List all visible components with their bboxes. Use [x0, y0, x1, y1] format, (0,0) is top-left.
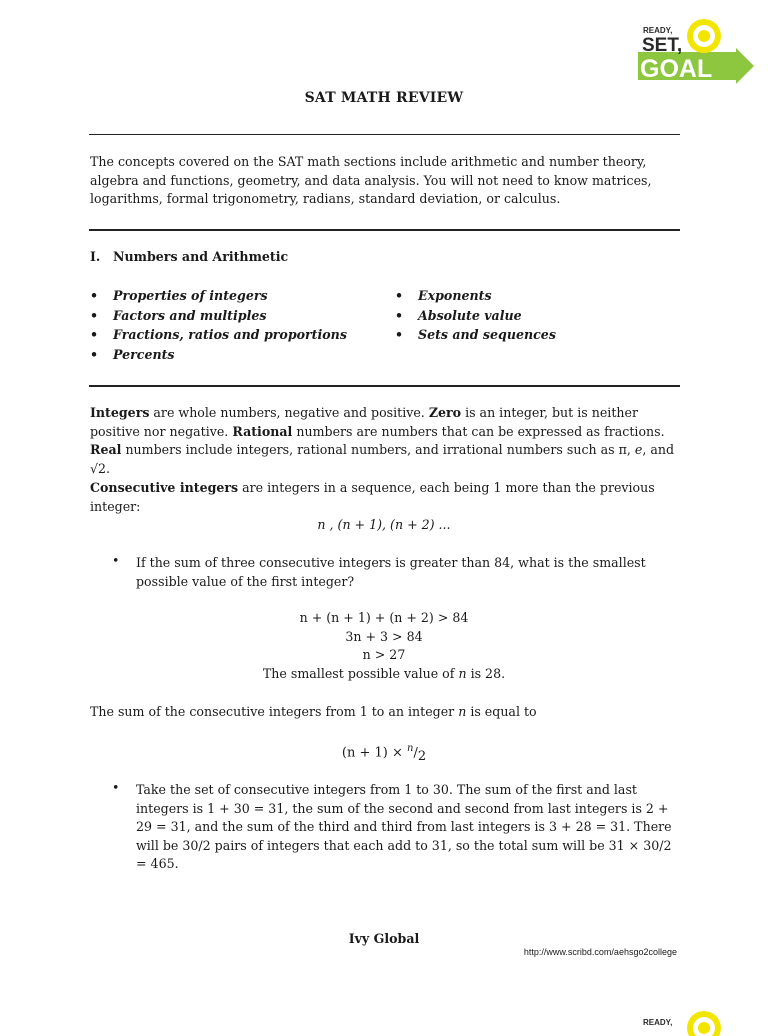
definition-text: numbers are numbers that can be expressed as fractions. — [292, 423, 665, 439]
sum-rule-variable: n — [458, 704, 467, 719]
consecutive-paragraph — [90, 479, 680, 516]
footer-author: Ivy Global — [348, 931, 420, 946]
list-item: • Factors and multiples — [90, 306, 347, 326]
divider — [89, 385, 680, 387]
divider — [89, 134, 680, 135]
ready-set-goal-logo-bottom — [636, 1006, 754, 1036]
definitions-paragraph — [90, 404, 680, 478]
sum-rule-prefix: The sum of the consecutive integers from 1 to an integer — [90, 704, 459, 719]
term-integers: Integers — [90, 405, 150, 420]
answer-text: is 28. — [466, 666, 506, 681]
equation-step-3: n > 27 — [362, 647, 406, 662]
example2-paragraph: Take the set of consecutive integers from 1 to 30. The sum of the first and last integers is 1 + 30 = 31, the sum of the second and second from last integers is 2 + 29 = 31, and the sum of the third and third from last integers is 3 + 28 = 31. There will be 30/2 pairs of integers that each add to 31, so the total sum will be 31 × 30/2 = 465. — [136, 782, 672, 871]
logo-line2: SET, — [642, 35, 683, 56]
sum-rule-suffix: is equal to — [466, 704, 537, 719]
list-item: • Exponents — [395, 286, 556, 306]
logo-circle-inner — [698, 30, 710, 42]
bullet: • — [112, 780, 120, 795]
answer-variable: n — [458, 666, 467, 681]
logo-line3: GOAL — [640, 55, 713, 83]
equation-step-2: 3n + 3 > 84 — [345, 629, 423, 644]
topics-list-left — [90, 286, 347, 364]
definition-text: numbers include integers, rational numbers, and irrational numbers such as π, — [121, 442, 635, 457]
ready-set-goal-logo — [636, 14, 754, 92]
definition-text: are whole numbers, negative and positive. — [149, 405, 429, 420]
list-item: • Percents — [90, 345, 347, 365]
list-item: • Properties of integers — [90, 286, 347, 306]
consecutive-text: are integers in a sequence, each being 1 more than the previous integer: — [90, 480, 655, 514]
page-title: SAT MATH REVIEW — [304, 90, 464, 106]
term-rational: Rational — [232, 423, 293, 439]
term-real: Real — [90, 442, 122, 457]
formula-numerator: n — [406, 743, 414, 754]
sequence-expression: n , (n + 1), (n + 2) ... — [317, 517, 451, 532]
topics-list-right — [395, 286, 556, 345]
list-item: • Absolute value — [395, 306, 556, 326]
example1-answer — [0, 665, 768, 684]
formula-denominator: 2 — [417, 748, 427, 764]
bullet: • — [112, 553, 120, 568]
e-symbol: e — [634, 442, 643, 457]
intro-paragraph: The concepts covered on the SAT math sections include arithmetic and number theory, algebra and functions, geometry, and data analysis. You will not need to know matrices, logarithms, formal trigonometry, radians, standard deviation, or calculus. — [90, 154, 652, 206]
example1-question: If the sum of three consecutive integers is greater than 84, what is the smallest possible value of the first integer? — [136, 555, 646, 589]
divider — [89, 229, 680, 231]
sum-formula: $(n + 1) \times ^n/_2$ — [341, 743, 427, 764]
section-heading — [90, 249, 288, 264]
term-consecutive: Consecutive integers — [90, 480, 239, 495]
list-item: • Sets and sequences — [395, 325, 556, 345]
definition-text: , and √2. — [90, 442, 675, 476]
logo-line1: READY, — [643, 26, 673, 35]
section-title: Numbers and Arithmetic — [113, 249, 289, 264]
formula-left: (n + 1) × — [341, 745, 407, 761]
logo-line1: READY, — [643, 1018, 673, 1027]
term-zero: Zero — [428, 405, 462, 420]
list-item: • Fractions, ratios and proportions — [90, 325, 347, 345]
definition-text: is an integer, but is neither positive nor negative. — [90, 405, 638, 439]
equation-step-1: n + (n + 1) + (n + 2) > 84 — [299, 610, 469, 625]
answer-text: The smallest possible value of — [262, 666, 459, 681]
footer-url[interactable]: http://www.scribd.com/aehsgo2college — [523, 947, 677, 957]
sum-rule-text — [90, 703, 680, 722]
section-number: I. — [90, 249, 101, 264]
logo-arrow — [736, 48, 754, 84]
